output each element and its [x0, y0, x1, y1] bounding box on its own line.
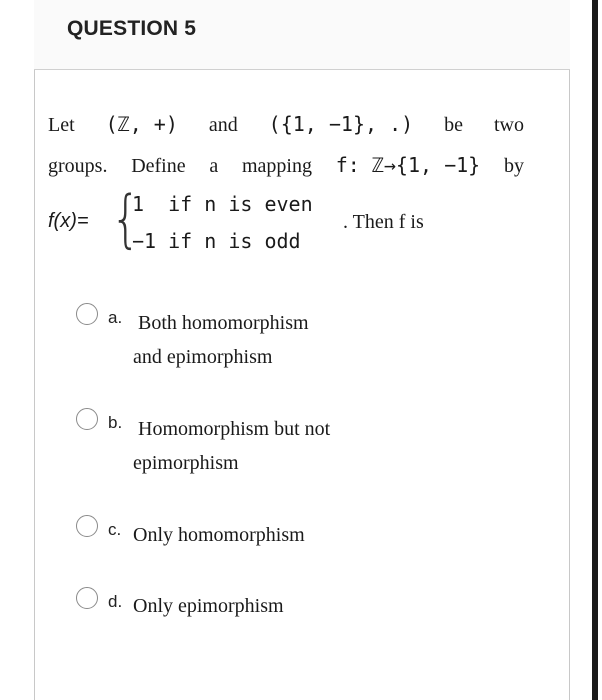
- option-a-text-cont[interactable]: and epimorphism: [133, 346, 273, 368]
- scrollbar[interactable]: [592, 0, 598, 700]
- option-b-label: b.: [108, 413, 123, 432]
- function-label: f(x)=: [48, 210, 89, 232]
- stem-word: mapping: [241, 155, 312, 177]
- stem-word: Let: [48, 114, 75, 136]
- question-title: QUESTION 5: [67, 17, 197, 40]
- option-a-text[interactable]: Both homomorphism: [138, 312, 309, 334]
- option-b-text-cont[interactable]: epimorphism: [133, 452, 239, 474]
- option-a-label: a.: [108, 308, 123, 327]
- option-c-label: c.: [108, 520, 122, 539]
- stem-word: by: [503, 155, 524, 177]
- option-a-radio[interactable]: [76, 303, 98, 325]
- left-brace: {: [110, 182, 141, 255]
- case-odd: −1 if n is odd: [132, 229, 301, 253]
- group-one-minus-one: ({1, −1}, .): [268, 112, 414, 136]
- stem-word: and: [208, 114, 238, 136]
- stem-then-text: . Then f is: [343, 211, 424, 233]
- stem-word: groups.: [48, 155, 108, 177]
- option-d-label: d.: [108, 592, 123, 611]
- case-even: 1 if n is even: [132, 192, 313, 216]
- option-d-radio[interactable]: [76, 587, 98, 609]
- stem-word: two: [493, 114, 524, 136]
- stem-line-1: [48, 112, 524, 137]
- option-b-radio[interactable]: [76, 408, 98, 430]
- stem-word: Define: [131, 155, 186, 177]
- group-z-plus: (ℤ, +): [105, 112, 178, 136]
- option-c-text[interactable]: Only homomorphism: [133, 524, 305, 546]
- stem-word: a: [209, 155, 219, 177]
- mapping-signature: f: ℤ→{1, −1}: [335, 153, 481, 177]
- option-d-text[interactable]: Only epimorphism: [133, 595, 284, 617]
- stem-line-2: [48, 153, 524, 178]
- option-c-radio[interactable]: [76, 515, 98, 537]
- option-b-text[interactable]: Homomorphism but not: [138, 418, 331, 440]
- stem-word: be: [444, 114, 463, 136]
